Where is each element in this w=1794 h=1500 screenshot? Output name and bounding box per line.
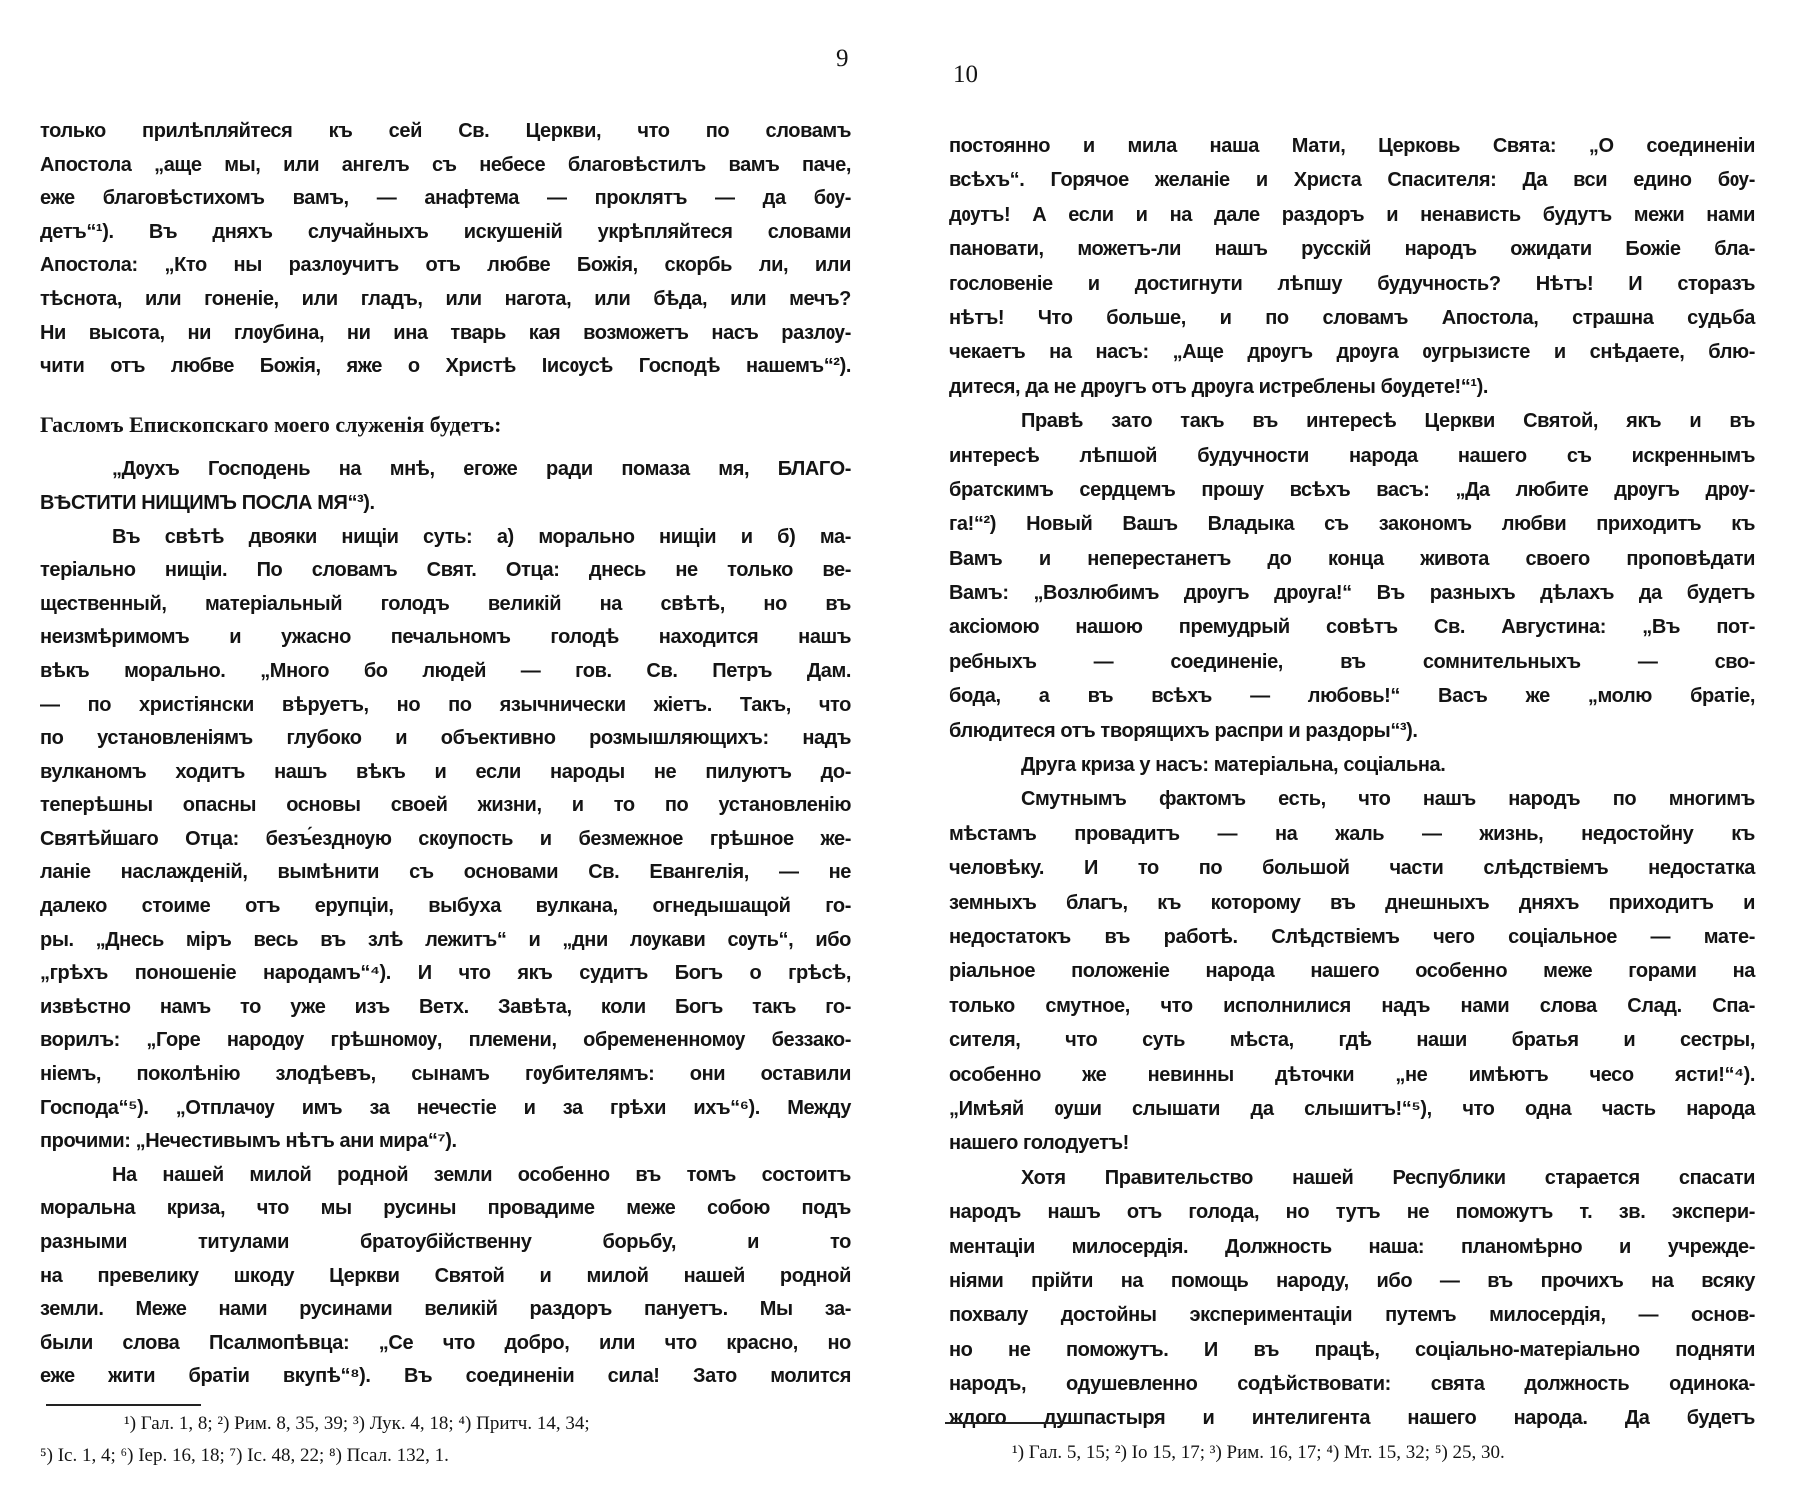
text-line: пановати, можетъ-ли нашъ русскій народъ ожидати Божіе бла- <box>949 238 1755 261</box>
text-line: дѹтъ! А если и на дале раздоръ и ненависть будутъ межи нами <box>949 203 1755 226</box>
text-line: „Дѹхъ Господень на мнѣ, егоже ради помаза мя, БЛАГО- <box>112 458 851 481</box>
text-line: только смутное, что исполнилися надъ нами слова Слад. Спа- <box>949 994 1755 1017</box>
text-line: прочими: „Нечестивымъ нѣтъ ани мира“⁷). <box>40 1130 457 1153</box>
text-line: бода, а въ всѣхъ — любовь!“ Васъ же „молю братіе, <box>949 685 1755 708</box>
text-line: неизмѣримомъ и ужасно печальномъ голодѣ находится нашъ <box>40 626 851 649</box>
text-line: но не поможутъ. И въ працѣ, соціально-матеріально подняти <box>949 1338 1755 1361</box>
text-line: еже жити братіи вкупѣ“⁸). Въ соединеніи сила! Зато молится <box>40 1365 851 1388</box>
text-line: — по христіянски вѣруетъ, но по язычнически жіетъ. Такъ, что <box>40 693 851 716</box>
footnote-right-1: ¹) Гал. 5, 15; ²) Іо 15, 17; ³) Рим. 16, 17; ⁴) Мт. 15, 32; ⁵) 25, 30. <box>1012 1442 1505 1463</box>
text-line: Смутнымъ фактомъ есть, что нашъ народъ по многимъ <box>1021 788 1755 811</box>
text-line: недостатокъ въ работѣ. Слѣдствіемъ чего соціальное — мате- <box>949 925 1755 948</box>
text-line: земныхъ благъ, къ которому въ днешныхъ дняхъ приходитъ и <box>949 891 1755 914</box>
text-line: ждого душпастыря и интелигента нашего народа. Да будетъ <box>949 1407 1755 1430</box>
text-line: ребныхъ — соединеніе, въ сомнительныхъ — сво- <box>949 650 1755 673</box>
text-line: Правѣ зато такъ въ интересѣ Церкви Святой, якъ и въ <box>1021 410 1755 433</box>
text-line: На нашей милой родной земли особенно въ томъ состоитъ <box>112 1163 851 1186</box>
text-line: извѣстно намъ то уже изъ Ветх. Завѣта, коли Богъ такъ го- <box>40 995 851 1018</box>
text-line: ворилъ: „Горе народѹ грѣшномѹ, племени, обремененномѹ беззако- <box>40 1029 851 1052</box>
text-line: блюдитеся отъ творящихъ распри и раздоры“³). <box>949 719 1418 742</box>
text-line: далеко стоиме отъ ерупціи, выбуха вулкана, огнедышащой го- <box>40 895 851 918</box>
text-line: аксіомою нашою премудрый совѣтъ Св. Августина: „Въ пот- <box>949 616 1755 639</box>
text-line: „грѣхъ поношеніе народамъ“⁴). И что якъ судитъ Богъ о грѣсѣ, <box>40 962 851 985</box>
text-line: постоянно и мила наша Мати, Церковь Свята: „О соединеніи <box>949 135 1755 157</box>
text-line: „Имѣяй ѹши слышати да слышитъ!“⁵), что одна часть народа <box>949 1097 1755 1120</box>
section-heading: Гасломъ Епископскаго моего служенія будетъ: <box>40 411 502 437</box>
text-line: ніемъ, поколѣнію злодѣевъ, сынамъ гѹбителямъ: они оставили <box>40 1063 851 1086</box>
text-line: вулканомъ ходитъ нашъ вѣкъ и если народы не пилуютъ до- <box>40 760 851 783</box>
text-line: Апостола „аще мы, или ангелъ съ небесе благовѣстилъ вамъ паче, <box>40 153 851 176</box>
text-line: ры. „Днесь міръ весь въ злѣ лежитъ“ и „дни лѹкави сѹть“, ибо <box>40 928 851 951</box>
text-line: ментаціи милосердія. Должность наша: планомѣрно и учрежде- <box>949 1235 1755 1258</box>
text-line: Ни высота, ни глѹбина, ни ина тварь кая возможетъ насъ разлѹ- <box>40 321 851 344</box>
text-line: ВѢСТИТИ НИЩИМЪ ПОСЛА МЯ“³). <box>40 491 375 514</box>
text-line: вѣкъ морально. „Много бо людей — гов. Св. Петръ Дам. <box>40 659 851 682</box>
text-line: народъ, одушевленно содѣйствовати: свята должность одинока- <box>949 1373 1755 1396</box>
text-line: были слова Псалмопѣвца: „Се что добро, или что красно, но <box>40 1331 851 1354</box>
text-line: Апостола: „Кто ны разлѹчитъ отъ любве Божія, скорбь ли, или <box>40 254 851 277</box>
text-line: ланіе наслажденій, вымѣнити съ основами Св. Евангелія, — не <box>40 861 851 884</box>
text-line: чекаетъ на насъ: „Аще дрѹгъ дрѹга ѹгрызисте и снѣдаете, блю- <box>949 341 1755 364</box>
text-line: разными титулами братоубійственну борьбу, и то <box>40 1231 851 1253</box>
text-line: ріальное положеніе народа нашего особенно меже горами на <box>949 960 1755 983</box>
footnote-divider-right <box>945 1422 1078 1424</box>
text-line: всѣхъ“. Горячое желаніе и Христа Спасителя: Да вси едино бѹ- <box>949 169 1755 192</box>
text-line: дитеся, да не дрѹгъ отъ дрѹга истреблены бѹдете!“¹). <box>949 375 1489 398</box>
text-line: мѣстамъ провадитъ — на жаль — жизнь, недостойну къ <box>949 822 1755 845</box>
text-line: Господа“⁵). „Отплачѹ имъ за нечестіе и за грѣхи ихъ“⁶). Между <box>40 1096 851 1119</box>
text-line: ніями прійти на помощь народу, ибо — въ прочихъ на всяку <box>949 1269 1755 1292</box>
text-line: га!“²) Новый Вашъ Владыка съ закономъ любви приходитъ къ <box>949 513 1755 536</box>
text-line: по установленіямъ глубоко и объективно розмышляющихъ: надъ <box>40 727 851 750</box>
footnote-left-2: ⁵) Іс. 1, 4; ⁶) Іер. 16, 18; ⁷) Іс. 48, 22; ⁸) Псал. 132, 1. <box>40 1445 449 1466</box>
text-line: только прилѣпляйтеся къ сей Св. Церкви, что по словамъ <box>40 120 851 142</box>
text-line: земли. Меже нами русинами великій раздоръ пануетъ. Мы за- <box>40 1298 851 1321</box>
page-number-left: 9 <box>836 45 849 72</box>
text-line: интересѣ лѣпшой будучности народа нашего съ искреннымъ <box>949 444 1755 467</box>
text-line: Друга криза у насъ: матеріальна, соціальна. <box>1021 754 1446 777</box>
page-number-right: 10 <box>953 61 978 88</box>
text-line: детъ“¹). Въ дняхъ случайныхъ искушеній укрѣпляйтеся словами <box>40 220 851 243</box>
text-line: еже благовѣстихомъ вамъ, — анафтема — проклятъ — да бѹ- <box>40 187 851 210</box>
text-line: человѣку. И то по большой части слѣдствіемъ недостатка <box>949 857 1755 880</box>
text-line: Вамъ: „Возлюбимъ дрѹгъ дрѹга!“ Въ разныхъ дѣлахъ да будетъ <box>949 582 1755 605</box>
text-line: Вамъ и неперестанетъ до конца живота своего проповѣдати <box>949 547 1755 570</box>
text-line: нашего голодуетъ! <box>949 1132 1129 1155</box>
text-line: щественный, матеріальный голодъ великій на свѣтѣ, но въ <box>40 592 851 615</box>
text-line: теперѣшны опасны основы своей жизни, и то по установленію <box>40 794 851 817</box>
text-line: народъ нашъ отъ голода, но тутъ не поможутъ т. зв. экспери- <box>949 1201 1755 1224</box>
footnote-left-1: ¹) Гал. 1, 8; ²) Рим. 8, 35, 39; ³) Лук. 4, 18; ⁴) Притч. 14, 34; <box>124 1413 590 1434</box>
footnote-divider-left <box>46 1404 201 1406</box>
text-line: теріально нищіи. По словамъ Свят. Отца: днесь не только ве- <box>40 559 851 582</box>
text-line: нѣтъ! Что больше, и по словамъ Апостола, страшна судьба <box>949 306 1755 329</box>
text-line: моральна криза, что мы русины провадиме меже собою подъ <box>40 1197 851 1220</box>
right-page-text <box>949 129 1755 1436</box>
text-line: гословеніе и достигнути лѣпшу будучность? Нѣтъ! И сторазъ <box>949 272 1755 295</box>
text-line: чити отъ любве Божія, яже о Христѣ Іисѹсѣ Господѣ нашемъ“²). <box>40 355 851 378</box>
text-line: похвалу достойны экспериментаціи путемъ милосердія, — основ- <box>949 1304 1755 1327</box>
text-line: братскимъ сердцемъ прошу всѣхъ васъ: „Да любите дрѹгъ дрѹ- <box>949 478 1755 501</box>
text-line: Хотя Правительство нашей Республики старается спасати <box>1021 1166 1755 1189</box>
text-line: сителя, что суть мѣста, гдѣ наши братья и сестры, <box>949 1029 1755 1052</box>
left-page-text <box>40 115 851 1394</box>
text-line: тѣснота, или гоненіе, или гладъ, или нагота, или бѣда, или мечъ? <box>40 287 851 310</box>
text-line: особенно же невинны дѣточки „не имѣютъ чесо ясти!“⁴). <box>949 1063 1755 1086</box>
text-line: Святѣйшаго Отца: безъ́езднѹю скѹпость и безмежное грѣшное же- <box>40 827 851 850</box>
text-line: на превелику шкоду Церкви Святой и милой нашей родной <box>40 1264 851 1287</box>
text-line: Въ свѣтѣ двояки нищіи суть: а) морально нищіи и б) ма- <box>112 525 851 548</box>
